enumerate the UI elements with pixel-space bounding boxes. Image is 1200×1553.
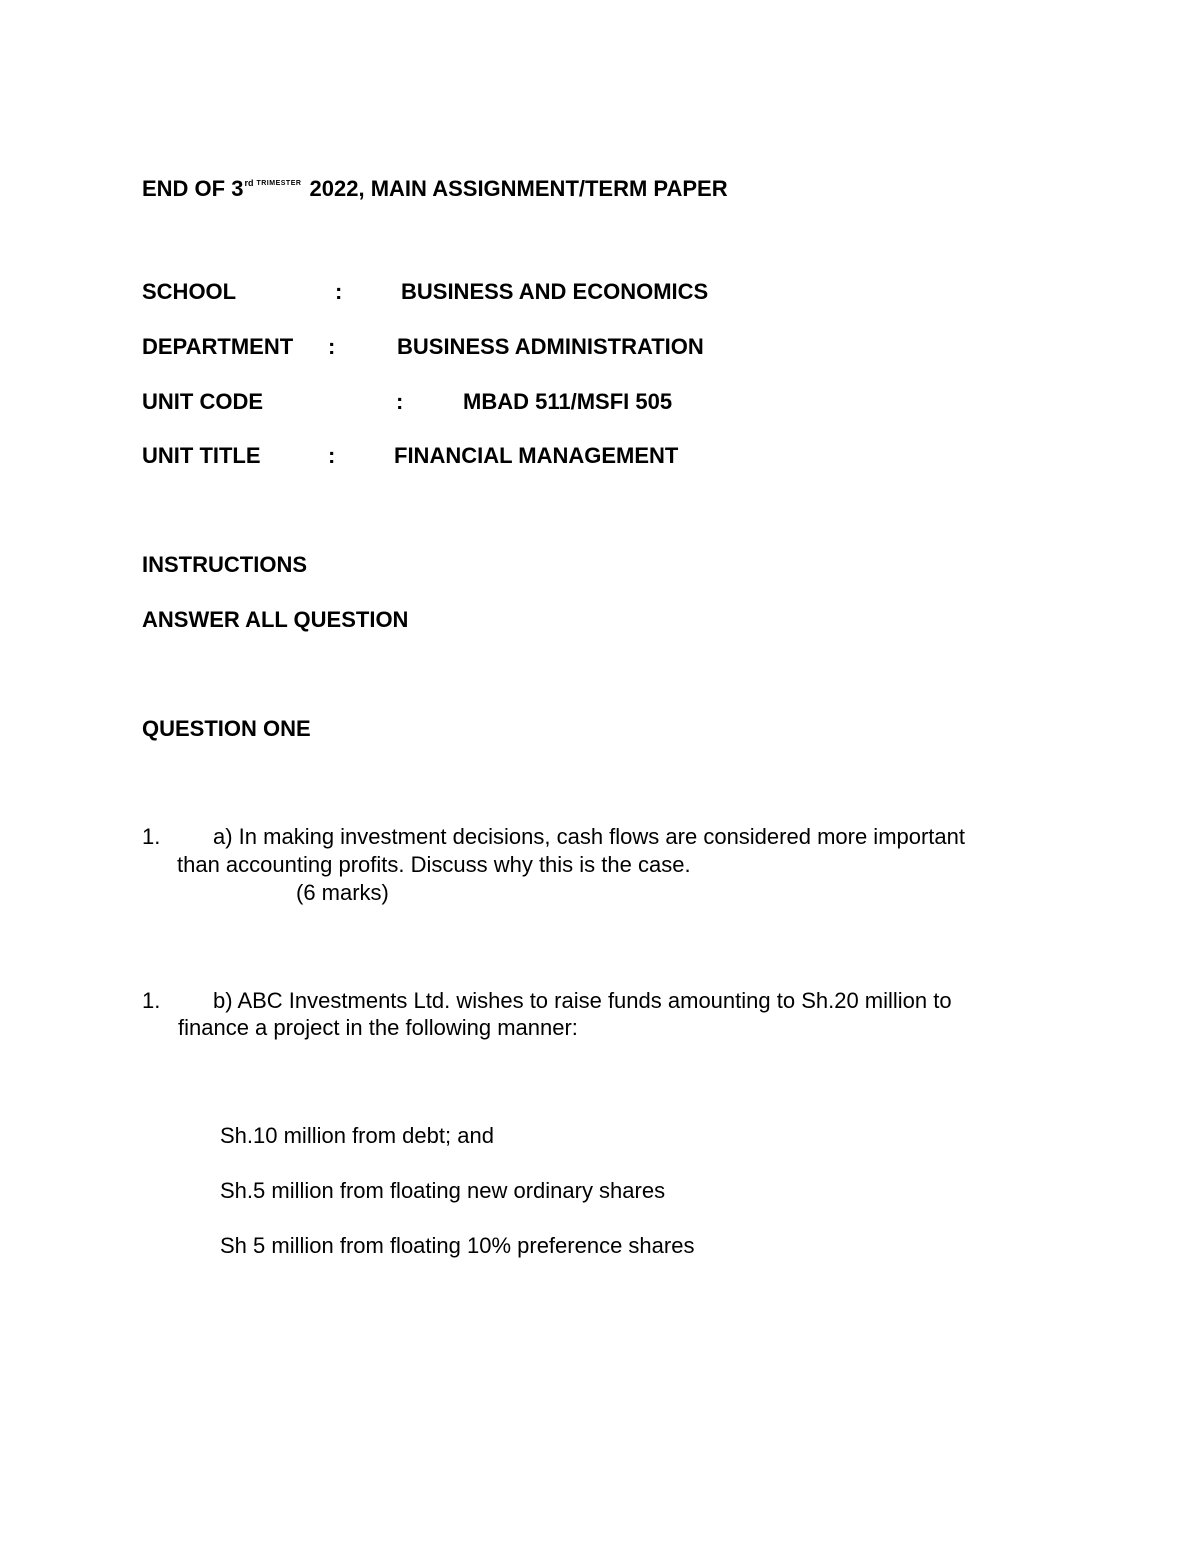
department-label: DEPARTMENT (142, 334, 294, 359)
unit-code-label: UNIT CODE (142, 389, 263, 414)
document-title (142, 170, 728, 202)
unit-title-value: FINANCIAL MANAGEMENT (394, 443, 679, 468)
title-ordinal: rd (244, 178, 254, 188)
instructions-text: ANSWER ALL QUESTION (142, 607, 409, 632)
school-separator: : (335, 279, 343, 304)
unit-code-value: MBAD 511/MSFI 505 (463, 389, 673, 414)
part-b-line2: finance a project in the following manner: (178, 1015, 578, 1040)
title-prefix: END OF 3 (142, 176, 244, 201)
part-a-number: 1. (142, 824, 161, 849)
unit-code-separator: : (396, 389, 404, 414)
part-a-line1: a) In making investment decisions, cash flows are considered more important (213, 824, 966, 849)
part-a-line2: than accounting profits. Discuss why this is the case. (177, 852, 691, 877)
part-a-marks: (6 marks) (296, 880, 389, 905)
question-one-heading: QUESTION ONE (142, 716, 311, 741)
instructions-heading: INSTRUCTIONS (142, 552, 307, 577)
part-b-line1: b) ABC Investments Ltd. wishes to raise funds amounting to Sh.20 million to (213, 988, 952, 1013)
funding-item-debt: Sh.10 million from debt; and (220, 1123, 494, 1148)
department-separator: : (328, 334, 336, 359)
department-value: BUSINESS ADMINISTRATION (397, 334, 704, 359)
unit-title-separator: : (328, 443, 336, 468)
title-suffix: 2022, MAIN ASSIGNMENT/TERM PAPER (303, 176, 728, 201)
funding-item-preference-shares: Sh 5 million from floating 10% preference shares (220, 1233, 695, 1258)
unit-title-label: UNIT TITLE (142, 443, 261, 468)
part-b-number: 1. (142, 988, 161, 1013)
funding-item-ordinary-shares: Sh.5 million from floating new ordinary shares (220, 1178, 666, 1203)
school-value: BUSINESS AND ECONOMICS (401, 279, 709, 304)
title-trimester: TRIMESTER (256, 180, 302, 187)
school-label: SCHOOL (142, 279, 237, 304)
